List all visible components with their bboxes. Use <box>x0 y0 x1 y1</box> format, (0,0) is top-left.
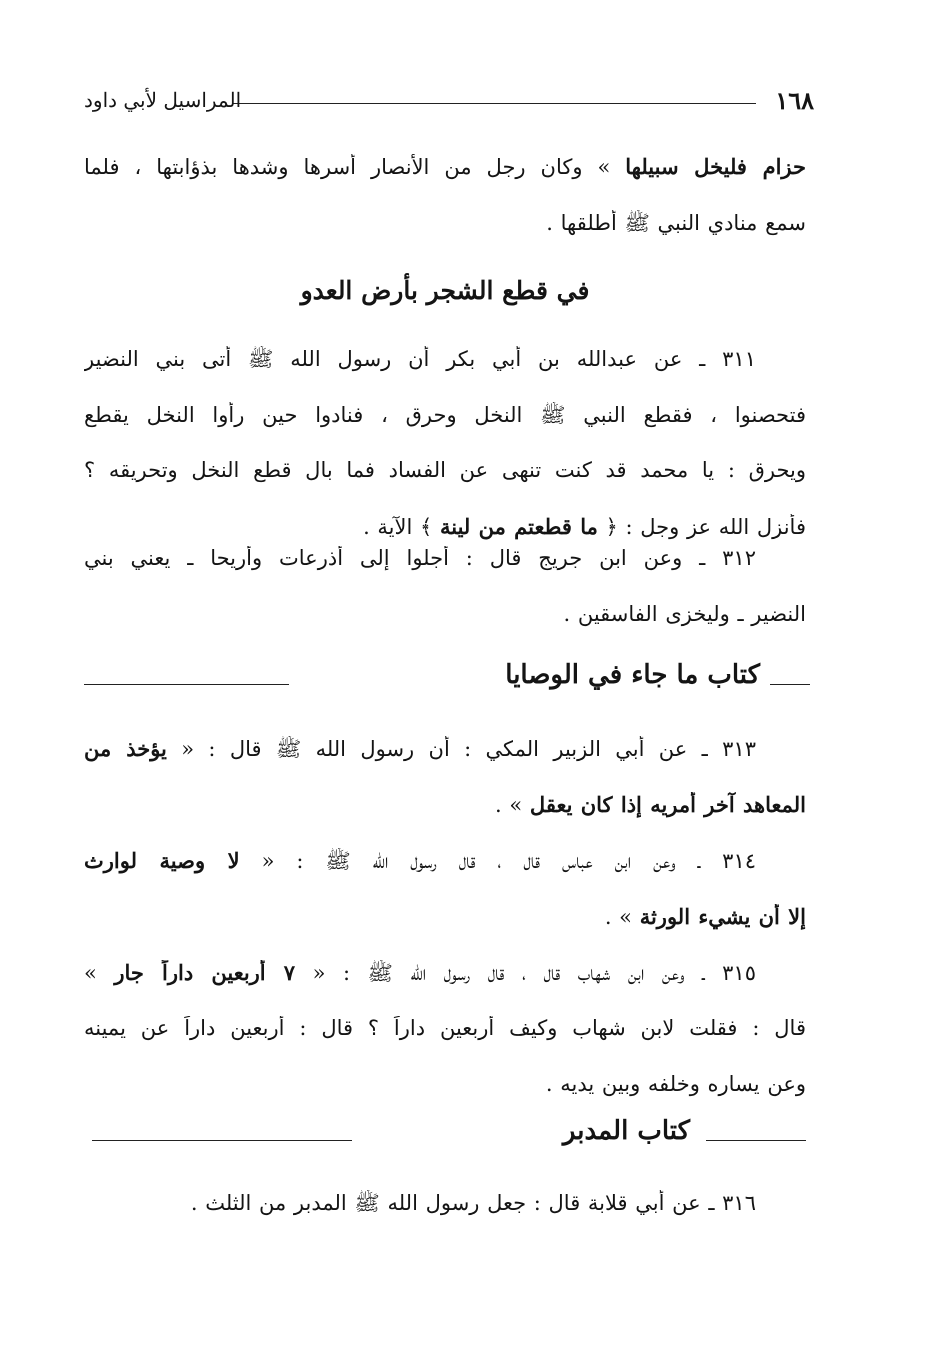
paragraph-continuation <box>84 154 806 266</box>
text-line: فأنزل الله عز وجل : ﴿ ما قطعتم من لينة ﴾ الآية . <box>363 514 806 539</box>
text-line: المعاهد آخر أمريه إذا كان يعقل » . <box>495 792 806 817</box>
page-number: ١٦٨ <box>775 86 814 115</box>
header-rule <box>232 103 756 104</box>
text-line: إلا أن يشيء الورثة » . <box>604 904 806 929</box>
text-line: ٣١٤ ـ وعن ابن عباس قال ، قال رسول الله ﷺ : « لا وصية لوارث <box>84 848 757 873</box>
text-line: ٣١٣ ـ عن أبي الزبير المكي : أن رسول الله ﷺ قال : « يؤخذ من <box>84 736 756 761</box>
text-line: ٣١٥ ـ وعن ابن شهاب قال ، قال رسول الله ﷺ : « ٧ أربعين داراً جار » <box>84 960 756 985</box>
section-heading: في قطع الشجر بأرض العدو <box>300 276 590 305</box>
book-title: كتاب ما جاء في الوصايا <box>505 660 760 690</box>
hadith-311 <box>84 346 806 570</box>
hadith-312 <box>84 546 806 658</box>
text-line: قال : فقلت لابن شهاب وكيف أربعين داراً ؟ قال : أربعين داراً عن يمينه <box>84 1016 806 1040</box>
text-line: ٣١٦ ـ عن أبي قلابة قال : جعل رسول الله ﷺ المدبر من الثلث . <box>190 1191 756 1215</box>
text-line: حزام فليخل سبيلها » وكان رجل من الأنصار أسرها وشدها بذؤابتها ، فلما <box>84 154 806 179</box>
hadith-313 <box>84 736 806 848</box>
hadith-316 <box>84 1190 806 1246</box>
hadith-314 <box>84 848 806 960</box>
heading-rule <box>84 684 289 685</box>
book-heading-mudabbar <box>92 1116 806 1152</box>
running-title: المراسيل لأبي داود <box>84 88 242 112</box>
book-title: كتاب المدبر <box>562 1116 690 1146</box>
text-line: سمع منادي النبي ﷺ أطلقها . <box>546 211 806 235</box>
heading-rule <box>706 1140 806 1141</box>
hadith-315 <box>84 960 806 1128</box>
text-line: ٣١٢ ـ وعن ابن جريج قال : أجلوا إلى أذرعات وأريحا ـ يعني بني <box>84 546 756 570</box>
heading-rule <box>770 684 810 685</box>
running-header <box>84 86 814 118</box>
text-line: فتحصنوا ، فقطع النبي ﷺ النخل وحرق ، فنادوا حين رأوا النخل يقطع <box>84 403 806 427</box>
heading-rule <box>92 1140 352 1141</box>
text-line: ويحرق : يا محمد قد كنت تنهى عن الفساد فما بال قطع النخل وتحريقه ؟ <box>84 458 806 482</box>
book-heading-wills <box>84 660 810 696</box>
text-line: وعن يساره وخلفه وبين يديه . <box>545 1072 806 1096</box>
text-line: النضير ـ وليخزى الفاسقين . <box>563 602 806 626</box>
text-line: ٣١١ ـ عن عبدالله بن أبي بكر أن رسول الله ﷺ أتى بني النضير <box>84 347 756 371</box>
